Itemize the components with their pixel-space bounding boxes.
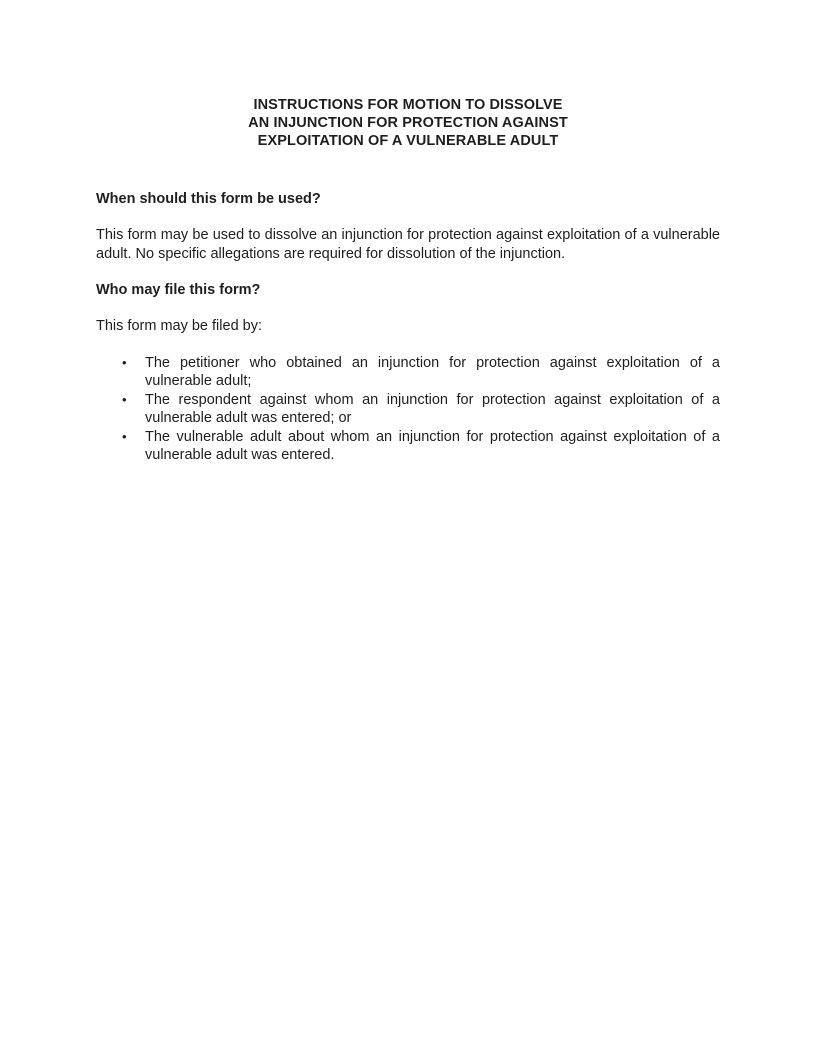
bullet-text-vulnerable-adult: The vulnerable adult about whom an injunction for protection against exploitation of a vulnerable adult was entered.	[145, 428, 720, 463]
list-item	[122, 354, 720, 391]
section-when-used	[96, 190, 720, 263]
section-heading-when-used: When should this form be used?	[96, 191, 321, 207]
title-line-1: INSTRUCTIONS FOR MOTION TO DISSOLVE	[253, 97, 563, 113]
document-title	[96, 96, 720, 150]
section-who-may-file	[96, 281, 720, 465]
bullet-icon: •	[122, 391, 127, 407]
section-paragraph-when-used: This form may be used to dissolve an injunction for protection against exploitation of a vulnerable adult. No specific allegations are required for dissolution of the injunction.	[96, 227, 720, 262]
bullet-icon: •	[122, 428, 127, 444]
bullet-text-petitioner: The petitioner who obtained an injunction for protection against exploitation of a vulnerable adult;	[145, 354, 720, 389]
title-line-2: AN INJUNCTION FOR PROTECTION AGAINST	[248, 115, 568, 131]
bullet-icon: •	[122, 354, 127, 370]
list-item	[122, 428, 720, 465]
section-heading-who-may-file: Who may file this form?	[96, 282, 261, 298]
bullet-text-respondent: The respondent against whom an injunction for protection against exploitation of a vulnerable adult was entered; or	[145, 391, 720, 426]
list-item	[122, 391, 720, 428]
section-paragraph-who-may-file: This form may be filed by:	[96, 318, 262, 334]
title-line-3: EXPLOITATION OF A VULNERABLE ADULT	[257, 133, 559, 149]
filer-bullet-list	[96, 354, 720, 465]
